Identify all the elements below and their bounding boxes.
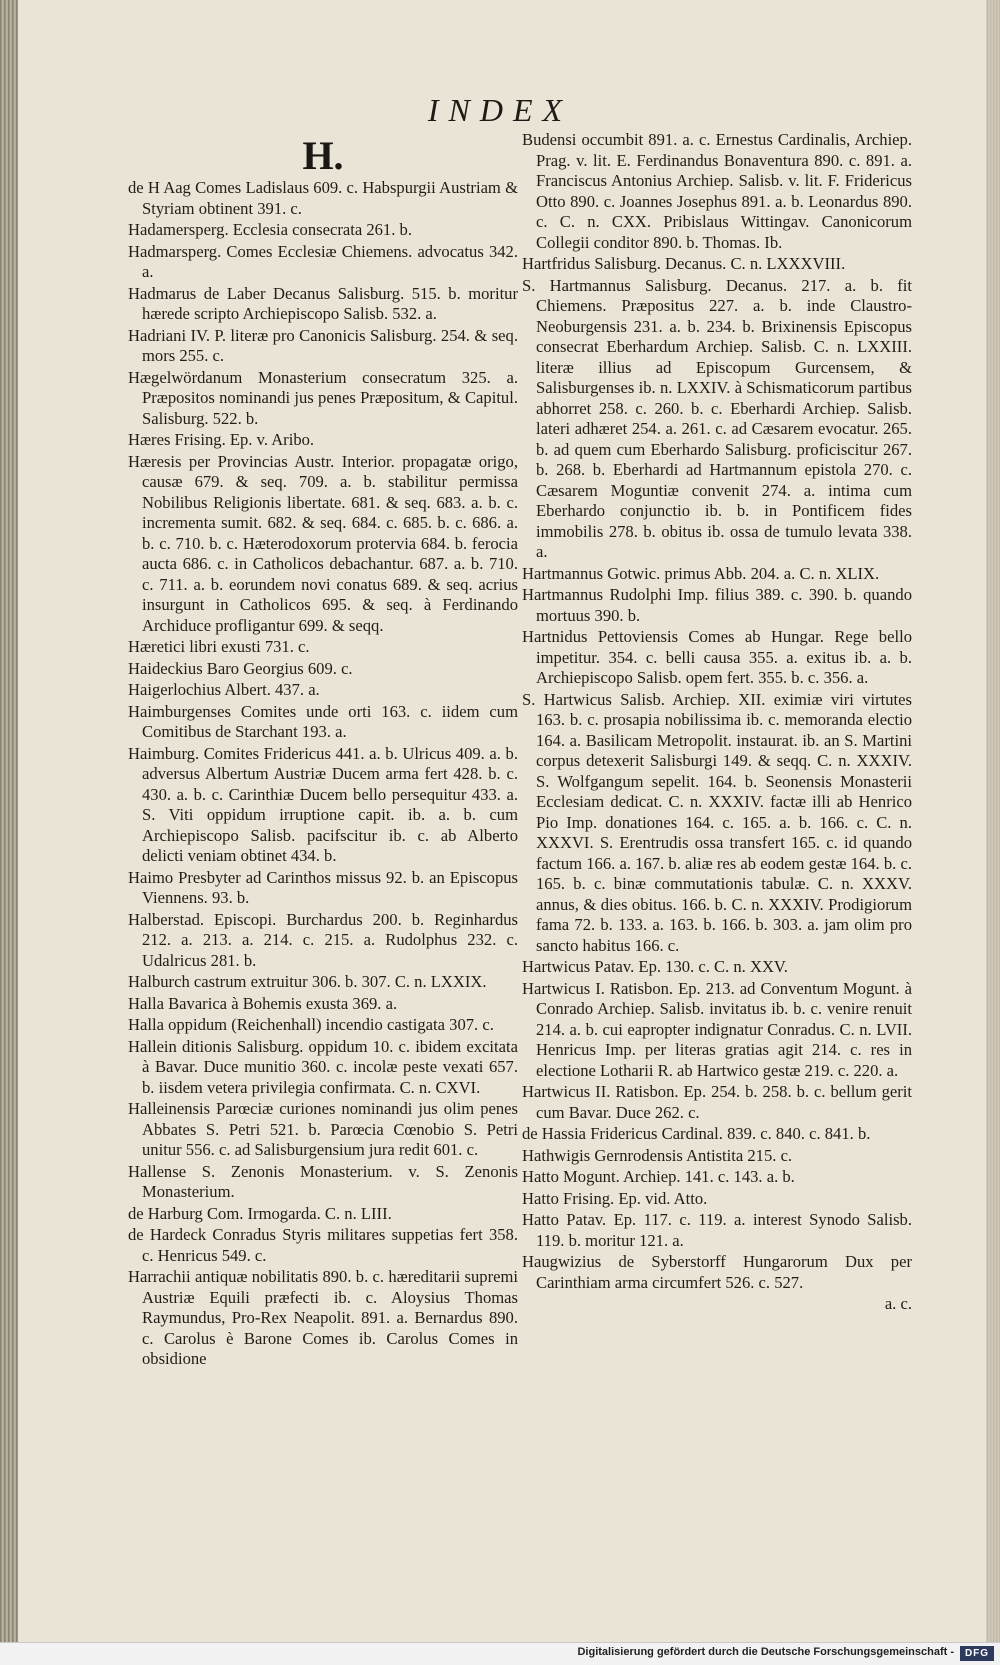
index-entry: de Hardeck Conradus Styris militares suppetias fert 358. c. Henricus 549. c. — [128, 1225, 518, 1265]
index-entry: Halla Bavarica à Bohemis exusta 369. a. — [128, 993, 398, 1013]
index-entry: Halleinensis Parœciæ curiones nominandi jus olim penes Abbates S. Petri 521. b. Parœcia Cœnobio S. Petri unitur 556. c. ad Salisburgensium jura redit 601. c. — [128, 1099, 518, 1159]
index-entry: Haideckius Baro Georgius 609. c. — [128, 658, 353, 678]
right-column — [522, 130, 912, 1315]
left-entries — [128, 178, 518, 1370]
digitization-footer — [0, 1642, 1000, 1665]
index-entry: Hartnidus Pettoviensis Comes ab Hungar. Rege bello impetitur. 354. c. belli causa 355. a. exitus ib. a. b. Archiepiscopo Salisb. opem fert. 355. b. c. 356. a. — [522, 627, 912, 687]
index-entry: Hadmarsperg. Comes Ecclesiæ Chiemens. advocatus 342. a. — [128, 241, 518, 281]
index-entry: Hartfridus Salisburg. Decanus. C. n. LXXXVIII. — [522, 254, 846, 273]
index-entry: Hæretici libri exusti 731. c. — [128, 637, 310, 656]
index-entry: Halburch castrum extruitur 306. b. 307. C. n. LXXIX. — [128, 972, 487, 991]
page-edge — [986, 0, 1000, 1665]
index-entry: Hallense S. Zenonis Monasterium. v. S. Zenonis Monasterium. — [128, 1161, 518, 1201]
index-entry: Hatto Mogunt. Archiep. 141. c. 143. a. b. — [522, 1167, 795, 1186]
section-letter: H. — [302, 133, 344, 178]
book-spine-shadow — [0, 0, 18, 1665]
index-entry: de Hassia Fridericus Cardinal. 839. c. 840. c. 841. b. — [522, 1124, 871, 1143]
index-entry: Hartmannus Gotwic. primus Abb. 204. a. C. n. XLIX. — [522, 563, 880, 583]
index-entry: Harrachii antiquæ nobilitatis 890. b. c. hæreditarii supremi Austriæ Equili præfecti ib. c. Aloysius Thomas Raymundus, Pro-Rex Neapolit. 891. a. Bernardus 890. c. Carolus è Barone Comes ib. Carolus Comes in obsidione — [128, 1267, 518, 1368]
index-entry: S. Hartwicus Salisb. Archiep. XII. eximiæ viri virtutes 163. b. c. prosapia nobilissima ib. c. memoranda electio 164. a. Basilicam Metropolit. instaurat. ib. an S. Martini corpus detexerit Salisburgi 149. & seqq. C. n. XXXIV. S. Wolfgangum sepelit. 164. b. Seonensis Monasterii Ecclesiam dedicat. C. n. XXXIV. factæ illi ab Henrico Pio Imp. donationes 164. c. 165. a. b. 166. c. C. n. XXXVI. S. Erentrudis ossa transfert 165. c. id quando factum 166. a. 167. b. aliæ res ab eodem gestæ 164. b. c. 165. b. c. binæ commutationis tabulæ. C. n. XXXV. annus, & dies obitus. 166. b. C. n. XXXIV. Prodigiorum fama 72. b. 133. a. 163. b. 166. b. 303. a. jam olim pro sancto habitus 166. c. — [522, 689, 912, 955]
index-entry: Hadamersperg. Ecclesia consecrata 261. b. — [128, 220, 412, 239]
index-entry: Hadmarus de Laber Decanus Salisburg. 515. b. moritur hærede scripto Archiepiscopo Salisb. 532. a. — [128, 283, 518, 323]
index-entry: Hartmannus Rudolphi Imp. filius 389. c. 390. b. quando mortuus 390. b. — [522, 585, 912, 625]
index-entry: Haimburg. Comites Fridericus 441. a. b. Ulricus 409. a. b. adversus Albertum Austriæ Ducem arma fert 428. b. c. 430. a. b. c. Carinthiæ Ducem bello persequitur 433. a. S. Viti oppidum irruptione capit. ib. a. b. cum Archiepiscopo Salisb. pacifscitur ib. c. ab Alberto delicti veniam obtinet 434. b. — [128, 743, 518, 865]
page-title: INDEX — [427, 92, 573, 128]
index-entry: Halla oppidum (Reichenhall) incendio castigata 307. c. — [128, 1015, 494, 1034]
index-entry: Hatto Frising. Ep. vid. Atto. — [522, 1188, 708, 1208]
index-entry: S. Hartmannus Salisburg. Decanus. 217. a. b. fit Chiemens. Præpositus 227. a. b. inde Claustro-Neoburgensis 231. a. b. 234. b. Brixinensis Episcopus consecrat Eberhardum Archiep. Salisb. C. n. LXXIII. literæ illius ad Episcopum Gurcensem, & Salisburgenses ib. n. LXXIV. à Schismaticorum partibus abhorret 258. c. 260. b. c. Eberhardi Archiep. Salisb. lateri adhæret 254. a. 261. c. ad Cæsarem evocatur. 265. b. ad quem cum Eberhardo Salisburg. proficiscitur 267. b. 268. b. Eberhardi ad Hartmannum epistola 270. c. Cæsarem Moguntiæ convenit 274. a. intima cum Eberhardo conjunctio ib. b. in Pontificem fides immobilis 278. b. obitus ib. ossa de tumulo levata 338. a. — [522, 275, 912, 561]
index-entry: Haimo Presbyter ad Carinthos missus 92. b. an Episcopus Viennens. 93. b. — [128, 867, 518, 907]
index-entry: Hæresis per Provincias Austr. Interior. propagatæ origo, causæ 679. & seq. 709. a. b. stabilitur permissa Nobilibus Religionis libertate. 681. & seq. 683. a. b. c. incrementa sumit. 682. & seq. 684. c. 685. b. c. 686. a. b. c. 710. b. c. Hæterodoxorum protervia 684. b. ferocia aucta 686. c. in Catholicos debachantur. 687. a. b. 710. c. 711. a. b. eorundem novi conatus 689. & seq. acrius insurgunt in Catholicos 695. & seq. à Ferdinando Archiduce profligantur 699. & seqq. — [128, 451, 518, 635]
footer-text: Digitalisierung gefördert durch die Deutsche Forschungsgemeinschaft - — [577, 1646, 954, 1658]
index-entry: Hatto Patav. Ep. 117. c. 119. a. interest Synodo Salisb. 119. b. moritur 121. a. — [522, 1210, 912, 1250]
right-entries — [522, 130, 912, 1293]
index-entry: Hartwicus II. Ratisbon. Ep. 254. b. 258. b. c. bellum gerit cum Bavar. Duce 262. c. — [522, 1082, 912, 1122]
index-entry: Hæres Frising. Ep. v. Aribo. — [128, 430, 315, 449]
index-entry: Hallein ditionis Salisburg. oppidum 10. c. ibidem excitata à Bavar. Duce munitio 360. c. incolæ peste vexati 657. b. iisdem vetera privilegia confirmata. C. n. CXVI. — [128, 1036, 518, 1097]
index-entry: Budensi occumbit 891. a. c. Ernestus Cardinalis, Archiep. Prag. v. lit. E. Ferdinandus Bonaventura 890. c. 891. a. Franciscus Antonius Archiep. Salisb. v. lit. F. Fridericus Otto 890. c. Joannes Josephus 891. a. b. Leonardus 890. c. C. n. CXX. Pribislaus Wittingav. Canonicorum Collegii conditor 890. b. Thomas. Ib. — [522, 130, 912, 252]
index-entry: Haigerlochius Albert. 437. a. — [128, 680, 320, 699]
index-entry: de Harburg Com. Irmogarda. C. n. LIII. — [128, 1203, 392, 1223]
catchword: a. c. — [884, 1294, 912, 1313]
index-entry: Hadriani IV. P. literæ pro Canonicis Salisburg. 254. & seq. mors 255. c. — [128, 325, 518, 365]
left-column — [128, 130, 518, 1371]
index-entry: Haugwizius de Syberstorff Hungarorum Dux per Carinthiam arma circumfert 526. c. 527. — [522, 1252, 912, 1292]
index-entry: Haimburgenses Comites unde orti 163. c. iidem cum Comitibus de Starchant 193. a. — [128, 701, 518, 741]
index-entry: de H Aag Comes Ladislaus 609. c. Habspurgii Austriam & Styriam obtinent 391. c. — [128, 178, 518, 218]
index-entry: Hathwigis Gernrodensis Antistita 215. c. — [522, 1145, 793, 1165]
index-entry: Halberstad. Episcopi. Burchardus 200. b. Reginhardus 212. a. 213. a. 214. c. 215. a. Rudolphus 232. c. Udalricus 281. b. — [128, 909, 518, 970]
index-entry: Hartwicus I. Ratisbon. Ep. 213. ad Conventum Mogunt. à Conrado Archiep. Salisb. invitatus ib. b. c. venire renuit 214. a. b. cui eapropter indignatur Conradus. C. n. LVII. Henricus Imp. per literas gratias agit 214. c. res in electione Lotharii R. ab Hartwico gestæ 219. c. 220. a. — [522, 978, 912, 1080]
dfg-logo: DFG — [960, 1646, 994, 1661]
index-entry: Hartwicus Patav. Ep. 130. c. C. n. XXV. — [522, 957, 788, 976]
index-entry: Hægelwördanum Monasterium consecratum 325. a. Præpositos nominandi jus penes Præpositum, & Capitul. Salisburg. 522. b. — [128, 367, 518, 428]
